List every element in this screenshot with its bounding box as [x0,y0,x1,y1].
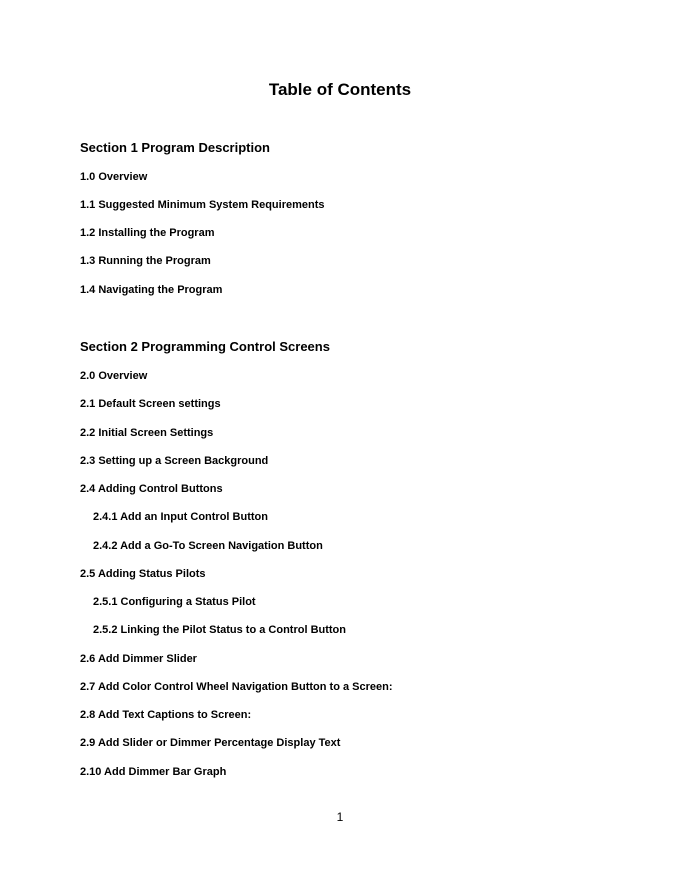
toc-entry-2-4-1: 2.4.1 Add an Input Control Button [93,511,268,523]
page-number: 1 [336,810,344,824]
toc-entry-2-9: 2.9 Add Slider or Dimmer Percentage Display Text [80,737,341,749]
toc-entry-2-10: 2.10 Add Dimmer Bar Graph [80,766,227,778]
toc-entry-2-0: 2.0 Overview [80,370,148,382]
toc-entry-2-5: 2.5 Adding Status Pilots [80,568,206,580]
section-1-heading: Section 1 Program Description [80,140,270,155]
toc-entry-2-5-2: 2.5.2 Linking the Pilot Status to a Control Button [93,624,346,636]
toc-entry-2-2: 2.2 Initial Screen Settings [80,427,214,439]
section-2-heading: Section 2 Programming Control Screens [80,339,330,354]
toc-entry-2-7: 2.7 Add Color Control Wheel Navigation Button to a Screen: [80,681,393,693]
toc-entry-2-6: 2.6 Add Dimmer Slider [80,653,197,665]
toc-entry-2-4-2: 2.4.2 Add a Go-To Screen Navigation Button [93,540,323,552]
toc-entry-2-5-1: 2.5.1 Configuring a Status Pilot [93,596,256,608]
toc-entry-1-1: 1.1 Suggested Minimum System Requirements [80,199,325,211]
toc-entry-2-8: 2.8 Add Text Captions to Screen: [80,709,252,721]
toc-entry-2-4: 2.4 Adding Control Buttons [80,483,223,495]
toc-entry-2-1: 2.1 Default Screen settings [80,398,221,410]
toc-entry-1-2: 1.2 Installing the Program [80,227,215,239]
toc-entry-1-3: 1.3 Running the Program [80,255,211,267]
toc-entry-1-0: 1.0 Overview [80,171,148,183]
toc-entry-1-4: 1.4 Navigating the Program [80,284,223,296]
page-title: Table of Contents [268,80,412,99]
toc-entry-2-3: 2.3 Setting up a Screen Background [80,455,269,467]
